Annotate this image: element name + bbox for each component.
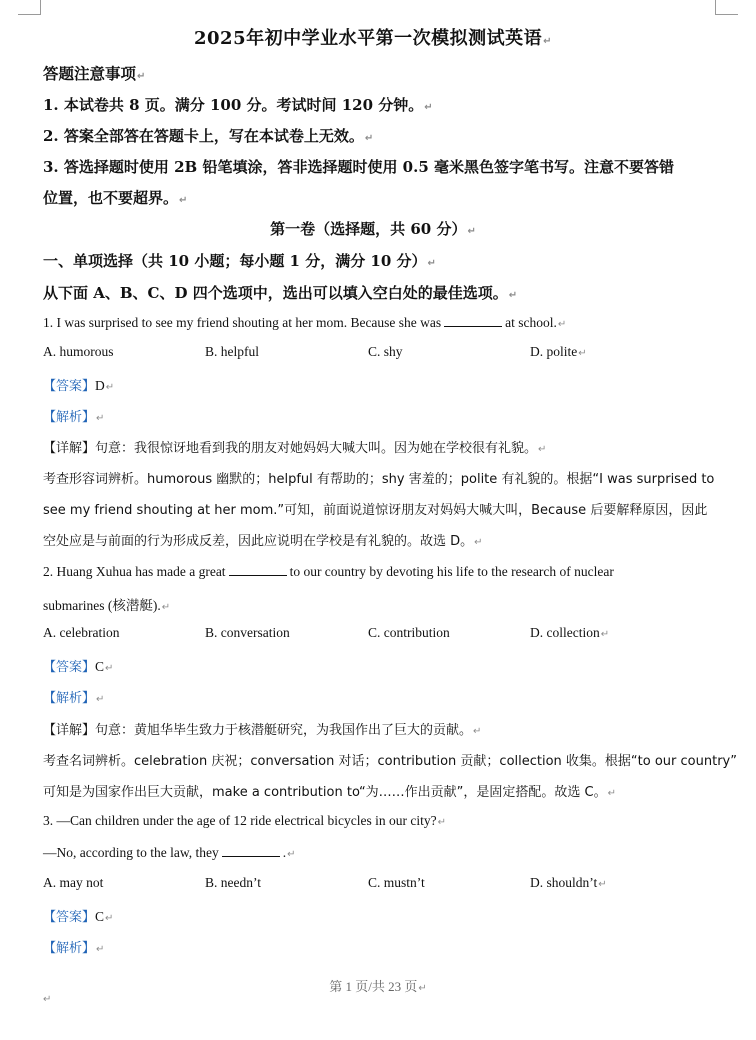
- paragraph-mark: ↵: [43, 994, 52, 1005]
- part-instruction: 从下面 A、B、C、D 四个选项中，选出可以填入空白处的最佳选项。↵: [43, 284, 518, 302]
- option-b: B. needn’t: [205, 875, 261, 890]
- notice-item: 3. 答选择题时使用 2B 铅笔填涂，答非选择题时使用 0.5 毫米黑色签字笔书写。注意不要答错: [43, 158, 674, 176]
- detail-text: 考查形容词辨析。humorous 幽默的；helpful 有帮助的；shy 害羞的；polite 有礼貌的。根据“I was surprised to: [43, 472, 715, 487]
- detail-text: 【详解】句意：我很惊讶地看到我的朋友对她妈妈大喊大叫。因为她在学校很有礼貌。↵: [43, 441, 547, 456]
- option-a: A. may not: [43, 875, 104, 890]
- option-a: A. celebration: [43, 625, 120, 640]
- notice-heading: 答题注意事项↵: [43, 64, 146, 83]
- question-stem: 2. Huang Xuhua has made a great to our country by devoting his life to the research of nuclear: [43, 564, 614, 579]
- part-heading: 一、单项选择（共 10 小题；每小题 1 分，满分 10 分）↵: [43, 252, 436, 270]
- option-b: B. helpful: [205, 344, 259, 359]
- detail-text: 可知是为国家作出巨大贡献，make a contribution to“为……作出贡献”，是固定搭配。故选 C。↵: [43, 785, 617, 800]
- analysis-label: 【解析】↵: [43, 691, 105, 706]
- notice-item: 2. 答案全部答在答题卡上，写在本试卷上无效。↵: [43, 127, 374, 145]
- page-title: 2025年初中学业水平第一次模拟测试英语↵: [194, 28, 552, 49]
- question-stem: —No, according to the law, they .↵: [43, 845, 296, 860]
- detail-text: 空处应是与前面的行为形成反差，因此应说明在学校是有礼貌的。故选 D。↵: [43, 534, 483, 549]
- option-c: C. mustn’t: [368, 875, 425, 890]
- page-corner-mark-left: [18, 0, 41, 15]
- option-a: A. humorous: [43, 344, 114, 359]
- option-c: C. contribution: [368, 625, 450, 640]
- page-corner-mark-right: [715, 0, 738, 15]
- answer-line: 【答案】C↵: [43, 909, 114, 925]
- detail-text: see my friend shouting at her mom.”可知，前面说道惊讶朋友对妈妈大喊大叫，Because 后要解释原因，因此: [43, 503, 708, 518]
- notice-item: 位置，也不要超界。↵: [43, 189, 188, 207]
- question-options: [43, 875, 703, 893]
- detail-text: 【详解】句意：黄旭华毕生致力于核潜艇研究，为我国作出了巨大的贡献。↵: [43, 723, 482, 738]
- option-d: D. polite↵: [530, 344, 587, 359]
- question-options: [43, 625, 703, 643]
- answer-blank: [222, 844, 280, 857]
- detail-text: 考查名词辨析。celebration 庆祝；conversation 对话；contribution 贡献；collection 收集。根据“to our country”: [43, 754, 737, 769]
- analysis-label: 【解析】↵: [43, 941, 105, 956]
- option-c: C. shy: [368, 344, 403, 359]
- question-stem: 1. I was surprised to see my friend shouting at her mom. Because she was at school.↵: [43, 315, 567, 330]
- question-stem: submarines (核潜艇).↵: [43, 598, 171, 613]
- notice-item: 1. 本试卷共 8 页。满分 100 分。考试时间 120 分钟。↵: [43, 96, 433, 114]
- answer-line: 【答案】D↵: [43, 378, 115, 394]
- answer-blank: [444, 314, 502, 327]
- answer-blank: [229, 563, 287, 576]
- option-d: D. shouldn’t↵: [530, 875, 607, 890]
- option-b: B. conversation: [205, 625, 290, 640]
- option-d: D. collection↵: [530, 625, 610, 640]
- section-title: 第一卷（选择题，共 60 分）↵: [270, 220, 476, 238]
- answer-line: 【答案】C↵: [43, 659, 114, 675]
- question-stem: 3. —Can children under the age of 12 ride electrical bicycles in our city?↵: [43, 813, 446, 828]
- page-footer: 第 1 页/共 23 页↵: [329, 979, 427, 994]
- analysis-label: 【解析】↵: [43, 410, 105, 425]
- question-options: [43, 344, 703, 362]
